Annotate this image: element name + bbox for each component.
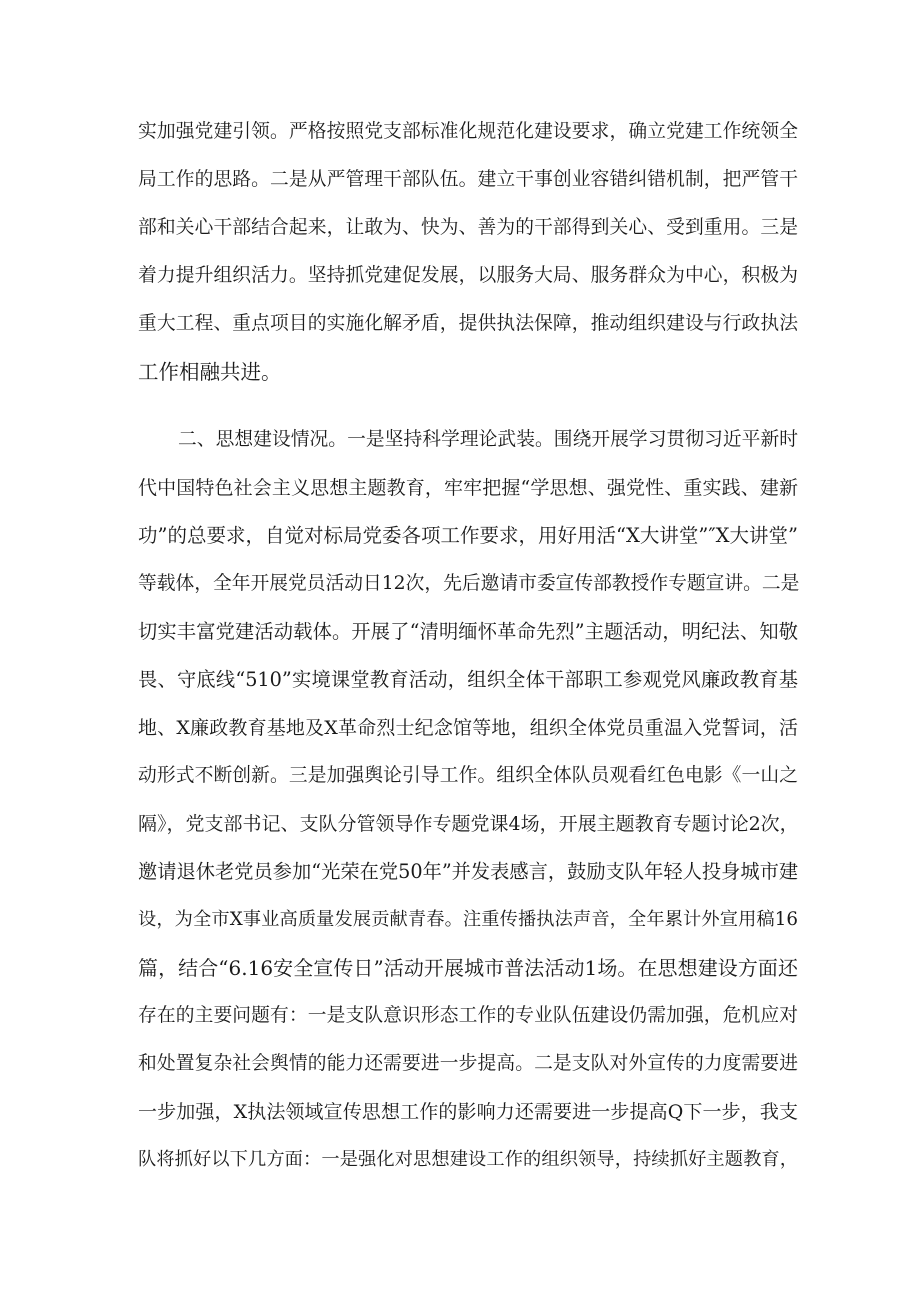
text-line: 设，为全市X事业高质量发展贡献青春。注重传播执法声音，全年累计外宣用稿16 bbox=[138, 909, 798, 930]
text-line: 队将抓好以下几方面：一是强化对思想建设工作的组织领导，持续抓好主题教育， bbox=[138, 1149, 798, 1170]
text-line: 实加强党建引领。严格按照党支部标准化规范化建设要求，确立党建工作统领全 bbox=[138, 121, 798, 142]
section-heading-line: 二、思想建设情况。一是坚持科学理论武装。围绕开展学习贯彻习近平新时 bbox=[178, 429, 798, 450]
text-line: 切实丰富党建活动载体。开展了“清明缅怀革命先烈”主题活动，明纪法、知敬 bbox=[138, 620, 798, 643]
text-line: 篇，结合“6.16安全宣传日”活动开展城市普法活动1场。在思想建设方面还 bbox=[138, 956, 798, 980]
text-line: 动形式不断创新。三是加强舆论引导工作。组织全体队员观看红色电影《一山之 bbox=[138, 765, 798, 786]
text-line: 工作相融共进。 bbox=[138, 360, 282, 384]
text-line: 局工作的思路。二是从严管理干部队伍。建立干事创业容错纠错机制，把严管干 bbox=[138, 169, 798, 190]
text-line: 和处置复杂社会舆情的能力还需要进一步提高。二是支队对外宣传的力度需要进 bbox=[138, 1053, 798, 1074]
text-line: 畏、守底线“510”实境课堂教育活动，组织全体干部职工参观党风廉政教育基 bbox=[138, 668, 798, 691]
text-line: 着力提升组织活力。坚持抓党建促发展，以服务大局、服务群众为中心，积极为 bbox=[138, 265, 798, 286]
text-line: 功”的总要求，自觉对标局党委各项工作要求，用好用活“X大讲堂”″X大讲堂” bbox=[138, 524, 798, 547]
text-line: 部和关心干部结合起来，让敢为、快为、善为的干部得到关心、受到重用。三是 bbox=[138, 217, 798, 238]
text-line: 地、X廉政教育基地及X革命烈士纪念馆等地，组织全体党员重温入党誓词，活 bbox=[138, 717, 798, 739]
text-line: 邀请退休老党员参加“光荣在党50年”并发表感言，鼓励支队年轻人投身城市建 bbox=[138, 860, 799, 883]
text-line: 等载体，全年开展党员活动日12次，先后邀请市委宣传部教授作专题宣讲。二是 bbox=[138, 573, 800, 594]
text-line: 存在的主要问题有：一是支队意识形态工作的专业队伍建设仍需加强，危机应对 bbox=[138, 1005, 798, 1026]
text-line: 隔》，党支部书记、支队分管领导作专题党课4场，开展主题教育专题讨论2次， bbox=[138, 813, 799, 835]
text-line: 一步加强，X执法领域宣传思想工作的影响力还需要进一步提高Q下一步，我支 bbox=[138, 1101, 798, 1123]
text-line: 代中国特色社会主义思想主题教育，牢牢把握“学思想、强党性、重实践、建新 bbox=[138, 477, 798, 499]
text-line: 重大工程、重点项目的实施化解矛盾，提供执法保障，推动组织建设与行政执法 bbox=[138, 313, 798, 334]
